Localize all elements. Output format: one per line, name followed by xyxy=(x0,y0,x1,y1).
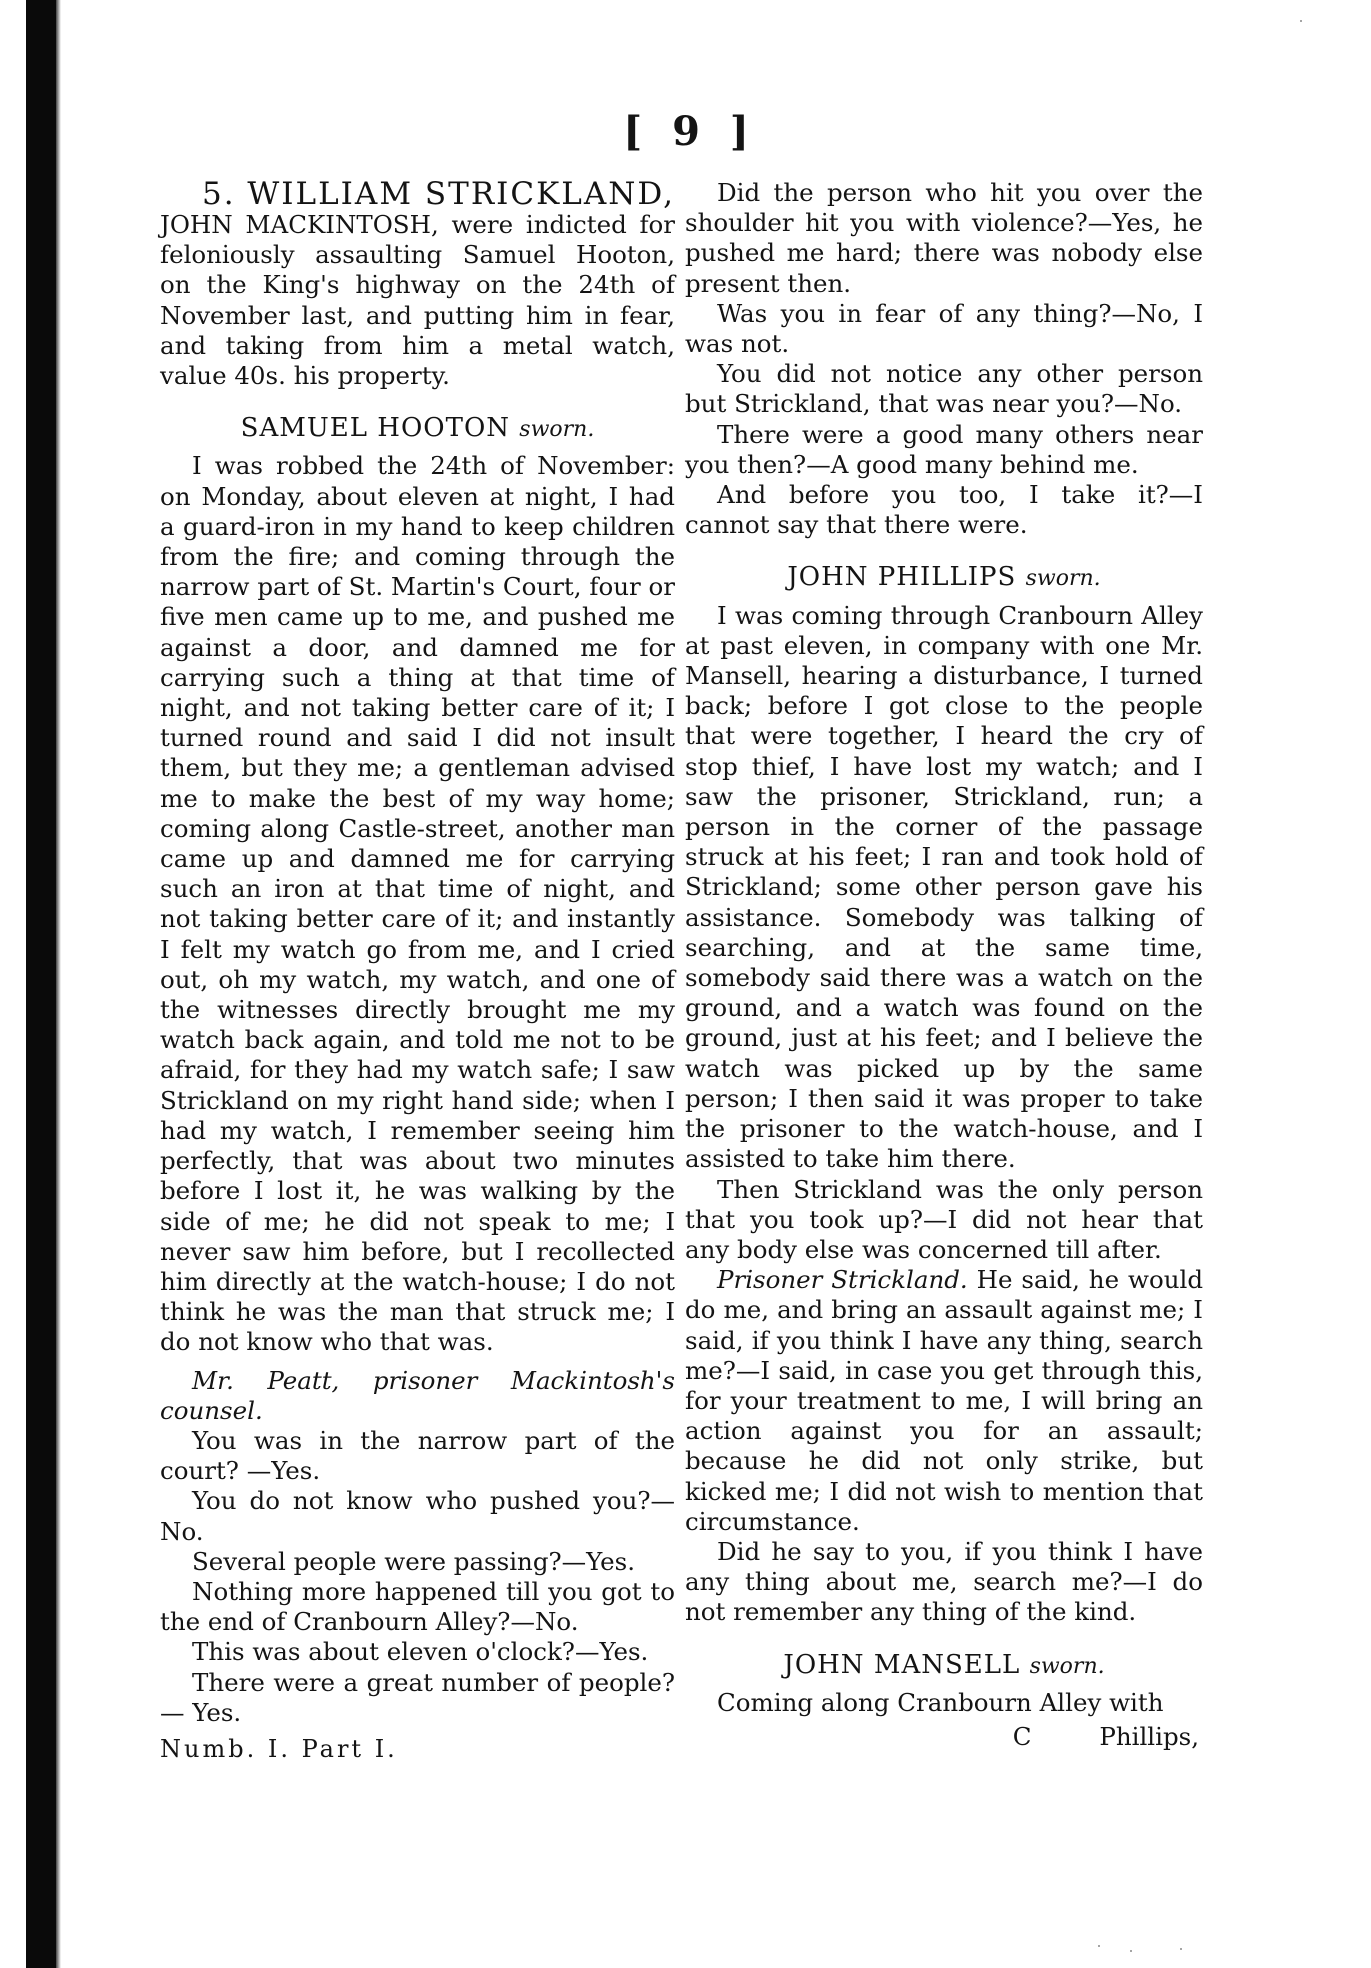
catchword: Phillips, xyxy=(1099,1721,1199,1751)
witness-heading xyxy=(160,413,675,445)
print-speck xyxy=(1300,20,1302,22)
binding-edge xyxy=(56,0,61,1968)
witness-heading xyxy=(685,1650,1203,1682)
qa-line: Nothing more happened till you got to the end of Cranbourn Alley?—No. xyxy=(160,1576,675,1637)
witness-testimony: I was robbed the 24th of November: on Monday, about eleven at night, I had a guard-iron in my hand to keep children from the fire; and coming through the narrow part of St. Martin's Court, four or five men came up to me, and pushed me against a door, and damned me for carrying such a thing at that time of night, and not taking better care of it; I turned round and said I did not insult them, but they me; a gentleman advised me to make the best of my way home; coming along Castle-street, another man came up and damned me for carrying such an iron at that time of night, and not taking better care of it; and instantly I felt my watch go from me, and I cried out, oh my watch, my watch, and one of the witnesses directly brought me my watch back again, and told me not to be afraid, for they had my watch safe; I saw Strickland on my right hand side; when I had my watch, I remember seeing him perfectly, that was about two minutes before I lost it, he was walking by the side of me; he did not speak to me; I never saw him before, but I recollected him directly at the watch-house; I do not think he was the man that struck me; I do not know who that was. xyxy=(160,451,675,1357)
counsel-line: Mr. Peatt, prisoner Mackintosh's counsel. xyxy=(160,1365,675,1425)
qa-line: There were a great number of people?— Yes. xyxy=(160,1667,675,1727)
witness-heading xyxy=(685,562,1203,594)
qa-line: Did he say to you, if you think I have any thing about me, search me?—I do not remember any thing of the kind. xyxy=(685,1536,1203,1627)
catchword-line xyxy=(685,1722,1203,1752)
qa-line: Did the person who hit you over the shoulder hit you with violence?—Yes, he pushed me hard; there was nobody else present then. xyxy=(685,178,1203,298)
page-number: [ 9 ] xyxy=(623,108,757,155)
binding-shadow xyxy=(26,0,56,1968)
right-column xyxy=(685,178,1203,1752)
witness-name: JOHN MANSELL xyxy=(783,1649,1021,1680)
sworn-label: sworn. xyxy=(1025,566,1101,592)
signature-mark: Numb. I. Part I. xyxy=(160,1734,398,1763)
print-speck xyxy=(1098,1945,1100,1947)
qa-line: Was you in fear of any thing?—No, I was not. xyxy=(685,298,1203,359)
witness-testimony: I was coming through Cranbourn Alley at past eleven, in company with one Mr. Mansell, hearing a disturbance, I turned back; before I got close to the people that were together, I heard the cry of stop thief, I have lost my watch; and I saw the prisoner, Strickland, run; a person in the corner of the passage struck at his feet; I ran and took hold of Strickland; some other person gave his assistance. Somebody was talking of searching, and at the same time, somebody said there was a watch on the ground, and a watch was found on the ground, just at his feet; and I believe the watch was picked up by the same person; I then said it was proper to take the prisoner to the watch-house, and I assisted to take him there. xyxy=(685,600,1203,1174)
print-speck xyxy=(1130,1950,1132,1952)
qa-line: You was in the narrow part of the court? —Yes. xyxy=(160,1425,675,1486)
print-speck xyxy=(1180,1948,1182,1950)
prisoner-label: Prisoner Strickland. xyxy=(717,1265,968,1295)
catchword-signature: C xyxy=(1012,1721,1032,1751)
witness-name: JOHN PHILLIPS xyxy=(787,562,1017,593)
qa-line: And before you too, I take it?—I cannot say that there were. xyxy=(685,480,1203,540)
witness-name: SAMUEL HOOTON xyxy=(240,413,511,444)
sworn-label: sworn. xyxy=(1029,1653,1105,1679)
qa-line: Then Strickland was the only person that you took up?—I did not hear that any body else was concerned till after. xyxy=(685,1174,1203,1264)
left-column xyxy=(160,178,675,1764)
qa-line: You did not notice any other person but Strickland, that was near you?—No. xyxy=(685,359,1203,419)
indictment-text: JOHN MACKINTOSH, were indicted for feloniously assaulting Samuel Hooton, on the King's highway on the 24th of November last, and putting him in fear, and taking from him a metal watch, value 40s. his property. xyxy=(160,210,675,391)
prisoner-statement xyxy=(685,1265,1203,1537)
qa-line: Several people were passing?—Yes. xyxy=(192,1546,636,1576)
qa-line: This was about eleven o'clock?—Yes. xyxy=(192,1637,649,1667)
qa-line: You do not know who pushed you?— No. xyxy=(160,1486,675,1546)
prisoner-statement-text: He said, he would do me, and bring an assault against me; I said, if you think I have any thing, search me?—I said, in case you get through this, for your treatment to me, I will bring an action against you for an assault; because he did not only strike, but kicked me; I did not wish to mention that circumstance. xyxy=(685,1265,1204,1536)
qa-line: There were a good many others near you then?—A good many behind me. xyxy=(685,419,1203,479)
sworn-label: sworn. xyxy=(519,417,595,443)
witness-testimony: Coming along Cranbourn Alley with xyxy=(717,1687,1164,1717)
indictment-name-line: 5. WILLIAM STRICKLAND, xyxy=(201,176,675,212)
